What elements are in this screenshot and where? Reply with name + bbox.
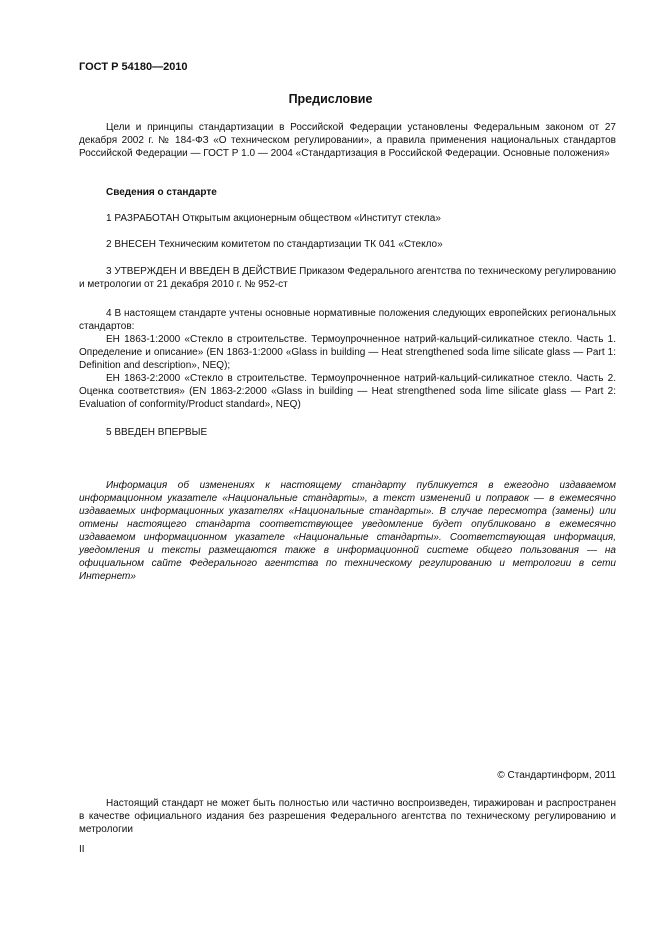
item-5-text: 5 ВВЕДЕН ВПЕРВЫЕ [106, 427, 208, 438]
copyright: © Стандартинформ, 2011 [497, 770, 616, 781]
item-3-text: 3 УТВЕРЖДЕН И ВВЕДЕН В ДЕЙСТВИЕ Приказом Федерального агентства по техническому регулированию и метрологии от 21 декабря 2010 г. № 952-ст [79, 266, 616, 290]
reproduction-text: Настоящий стандарт не может быть полностью или частично воспроизведен, тиражирован и распространен в качестве официального издания без разрешения Федерального агентства по техническому регулированию и метрологии [79, 798, 616, 835]
item-1 [79, 212, 616, 225]
item-4-std-1: ЕН 1863-1:2000 «Стекло в строительстве. Термоупрочненное натрий-кальций-силикатное стекло. Часть 1. Определение и описание» (EN 1863-1:2000 «Glass in building — Heat strengthened soda lime silicate glass — Part 1: Definition and description», NEQ); [79, 334, 616, 371]
intro-paragraph [79, 121, 616, 160]
item-3 [79, 265, 616, 291]
page-number: II [79, 844, 85, 855]
intro-text: Цели и принципы стандартизации в Российской Федерации установлены Федеральным законом от 27 декабря 2002 г. № 184-ФЗ «О техническом регулировании», а правила применения национальных стандартов Российской Федерации — ГОСТ Р 1.0 — 2004 «Стандартизация в Российской Федерации. Основные положения» [79, 122, 616, 159]
item-2 [79, 238, 616, 251]
item-4 [79, 307, 616, 411]
page-title: Предисловие [288, 92, 373, 106]
notice-text: Информация об изменениях к настоящему стандарту публикуется в ежегодно издаваемом информационном указателе «Национальные стандарты», а текст изменений и поправок — в ежемесячно издаваемых информационных указателях «Национальные стандарты». В случае пересмотра (замены) или отмены настоящего стандарта соответствующее уведомление будет опубликовано в ежемесячно издаваемом информационном указателе «Национальные стандарты». Соответствующая информация, уведомления и тексты размещаются также в информационной системе общего пользования — на официальном сайте Федерального агентства по техническому регулированию и метрологии в сети Интернет» [79, 480, 616, 582]
info-heading-block [79, 186, 616, 199]
item-1-text: 1 РАЗРАБОТАН Открытым акционерным обществом «Институт стекла» [106, 213, 441, 224]
document-code: ГОСТ Р 54180—2010 [79, 61, 188, 73]
reproduction-block [79, 797, 616, 836]
item-5 [79, 426, 616, 439]
info-heading: Сведения о стандарте [106, 187, 217, 198]
item-4-std-2: ЕН 1863-2:2000 «Стекло в строительстве. Термоупрочненное натрий-кальций-силикатное стекло. Часть 2. Оценка соответствия» (EN 1863-2:2000 «Glass in building — Heat strengthened soda lime silicate glass — Part 2: Evaluation of conformity/Product standard», NEQ) [79, 373, 616, 410]
item-2-text: 2 ВНЕСЕН Техническим комитетом по стандартизации ТК 041 «Стекло» [106, 239, 443, 250]
item-4-text: 4 В настоящем стандарте учтены основные нормативные положения следующих европейских региональных стандартов: [79, 308, 616, 332]
notice-block [79, 479, 616, 583]
